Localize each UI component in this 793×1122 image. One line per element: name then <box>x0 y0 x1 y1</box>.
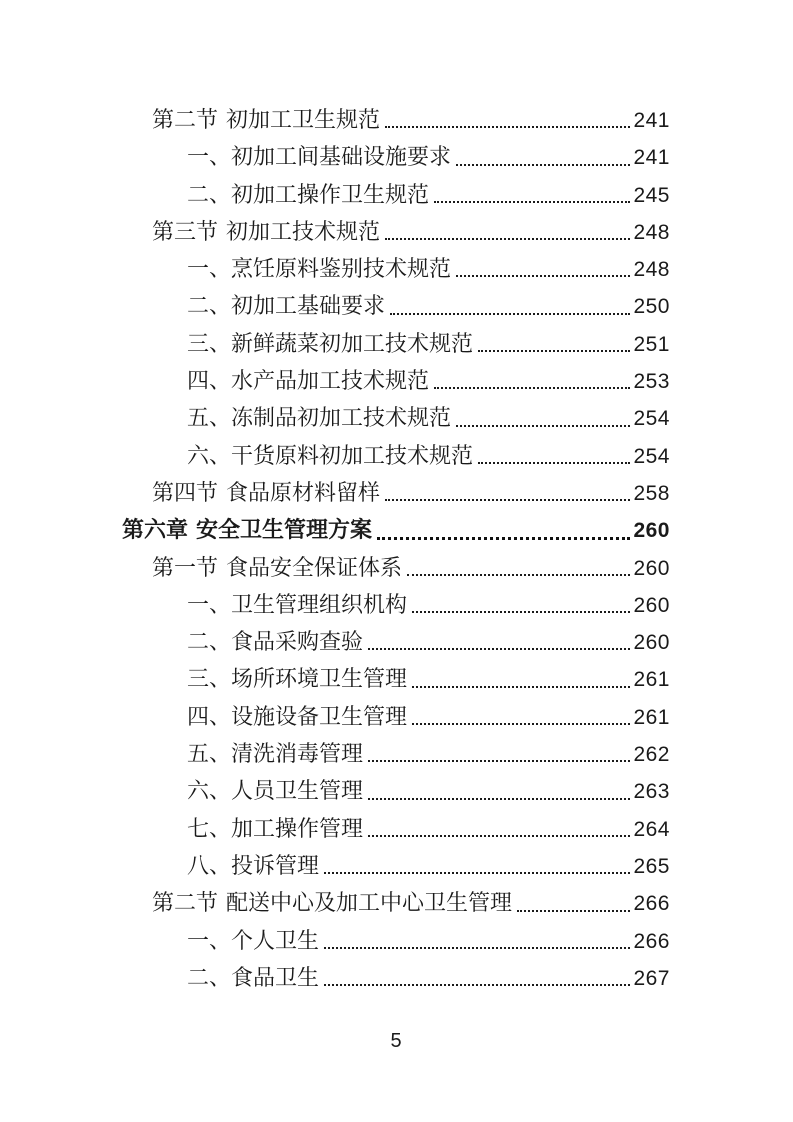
toc-entry-number: 七、 <box>187 815 232 841</box>
dot-leader <box>456 275 630 277</box>
toc-entry-number: 六、 <box>187 778 232 804</box>
dot-leader <box>407 574 630 576</box>
toc-entry-title: 设施设备卫生管理 <box>231 703 408 729</box>
toc-entry[interactable] <box>122 698 670 735</box>
dot-leader <box>385 126 630 128</box>
toc-entry[interactable] <box>122 623 670 660</box>
toc-entry[interactable] <box>122 660 670 697</box>
toc-entry-number: 五、 <box>187 741 232 767</box>
toc-entry-page: 241 <box>633 109 670 132</box>
toc-entry-number: 一、 <box>187 256 232 282</box>
toc-entry-number: 三、 <box>187 330 232 356</box>
toc-entry-title: 冻制品初加工技术规范 <box>231 405 452 431</box>
toc-entry[interactable] <box>122 847 670 884</box>
toc-entry-title: 卫生管理组织机构 <box>231 591 408 617</box>
dot-leader <box>377 537 630 540</box>
toc-entry-page: 260 <box>633 556 670 580</box>
toc-entry-number: 第二节 <box>152 107 219 132</box>
toc-entry[interactable] <box>122 511 670 548</box>
toc-entry-page: 261 <box>633 705 670 729</box>
toc-entry-title: 清洗消毒管理 <box>231 741 364 767</box>
dot-leader <box>390 313 630 315</box>
dot-leader <box>412 723 630 725</box>
toc-entry-number: 一、 <box>187 927 232 953</box>
toc-entry[interactable] <box>122 399 670 436</box>
toc-entry-title: 初加工间基础设施要求 <box>231 144 452 170</box>
toc-entry-number: 二、 <box>187 629 232 655</box>
toc-entry-title: 加工操作管理 <box>231 815 364 841</box>
toc-entry[interactable] <box>122 325 670 362</box>
page-footer <box>122 1030 670 1053</box>
toc-entry[interactable] <box>122 437 670 474</box>
toc-entry-page: 260 <box>633 631 670 655</box>
toc-entry-page: 262 <box>633 743 670 767</box>
dot-leader <box>456 425 630 427</box>
toc-entry-page: 245 <box>633 183 670 207</box>
toc-entry[interactable] <box>122 287 670 324</box>
toc-entry-page: 263 <box>633 780 670 804</box>
toc-entry-title: 食品安全保证体系 <box>226 554 403 580</box>
dot-leader <box>324 984 630 986</box>
toc-entry-page: 266 <box>633 929 670 953</box>
dot-leader <box>368 648 630 650</box>
toc-entry-number: 一、 <box>187 144 232 170</box>
toc-entry-title: 场所环境卫生管理 <box>231 666 408 692</box>
toc-entry-page: 254 <box>633 407 670 431</box>
dot-leader <box>368 760 630 762</box>
toc-entry-page: 253 <box>633 370 670 394</box>
dot-leader <box>517 910 630 912</box>
toc-entry-number: 二、 <box>187 964 232 990</box>
toc-entry-title: 安全卫生管理方案 <box>196 517 373 543</box>
toc-entry-number: 第六章 <box>122 517 189 543</box>
dot-leader <box>385 238 630 240</box>
table-of-contents <box>122 101 670 996</box>
dot-leader <box>434 387 630 389</box>
toc-entry[interactable] <box>122 101 670 138</box>
toc-entry-page: 267 <box>633 966 670 990</box>
toc-entry[interactable] <box>122 549 670 586</box>
toc-entry-title: 初加工卫生规范 <box>226 107 381 132</box>
dot-leader <box>368 798 630 800</box>
dot-leader <box>412 611 630 613</box>
toc-entry-number: 二、 <box>187 181 232 207</box>
footer-page-number: 5 <box>390 1030 402 1052</box>
toc-entry[interactable] <box>122 810 670 847</box>
dot-leader <box>412 686 630 688</box>
toc-entry-page: 258 <box>633 481 670 505</box>
toc-entry-page: 265 <box>633 854 670 878</box>
toc-entry-title: 水产品加工技术规范 <box>231 368 430 394</box>
toc-entry-title: 初加工操作卫生规范 <box>231 181 430 207</box>
dot-leader <box>478 462 630 464</box>
toc-entry[interactable] <box>122 959 670 996</box>
toc-entry-number: 第四节 <box>152 479 219 505</box>
toc-entry-page: 260 <box>633 593 670 617</box>
toc-entry-number: 第一节 <box>152 554 219 580</box>
toc-entry-title: 投诉管理 <box>231 852 320 878</box>
toc-entry[interactable] <box>122 586 670 623</box>
toc-entry-title: 食品卫生 <box>231 964 320 990</box>
toc-entry-number: 六、 <box>187 442 232 468</box>
toc-entry-title: 初加工基础要求 <box>231 293 386 319</box>
toc-entry[interactable] <box>122 138 670 175</box>
toc-entry-page: 261 <box>633 668 670 692</box>
toc-entry-page: 264 <box>633 817 670 841</box>
toc-entry-number: 第三节 <box>152 218 219 244</box>
toc-entry-page: 260 <box>633 519 670 543</box>
toc-entry-number: 第二节 <box>152 890 219 916</box>
toc-entry-title: 初加工技术规范 <box>226 218 381 244</box>
dot-leader <box>478 350 630 352</box>
toc-entry-page: 250 <box>633 295 670 319</box>
dot-leader <box>324 872 630 874</box>
toc-entry-number: 三、 <box>187 666 232 692</box>
dot-leader <box>368 835 630 837</box>
toc-entry-title: 新鲜蔬菜初加工技术规范 <box>231 330 474 356</box>
toc-entry-title: 食品采购查验 <box>231 629 364 655</box>
toc-entry[interactable] <box>122 213 670 250</box>
dot-leader <box>434 201 630 203</box>
toc-entry[interactable] <box>122 474 670 511</box>
toc-entry-title: 个人卫生 <box>231 927 320 953</box>
toc-entry-number: 五、 <box>187 405 232 431</box>
dot-leader <box>385 499 630 501</box>
toc-entry-page: 248 <box>633 220 670 244</box>
toc-entry[interactable] <box>122 884 670 921</box>
toc-entry[interactable] <box>122 772 670 809</box>
toc-entry[interactable] <box>122 922 670 959</box>
toc-entry-page: 241 <box>633 146 670 170</box>
toc-entry[interactable] <box>122 362 670 399</box>
toc-entry-number: 四、 <box>187 368 232 394</box>
toc-entry-page: 248 <box>633 258 670 282</box>
toc-entry-title: 食品原材料留样 <box>226 479 381 505</box>
dot-leader <box>324 947 630 949</box>
toc-entry-number: 八、 <box>187 852 232 878</box>
toc-entry-page: 251 <box>633 332 670 356</box>
toc-entry[interactable] <box>122 176 670 213</box>
toc-entry-number: 二、 <box>187 293 232 319</box>
toc-entry-page: 266 <box>633 892 670 916</box>
toc-entry-title: 人员卫生管理 <box>231 778 364 804</box>
toc-entry[interactable] <box>122 250 670 287</box>
toc-entry-page: 254 <box>633 444 670 468</box>
toc-entry-title: 配送中心及加工中心卫生管理 <box>226 890 513 916</box>
dot-leader <box>456 164 630 166</box>
toc-entry-number: 一、 <box>187 591 232 617</box>
toc-entry[interactable] <box>122 735 670 772</box>
toc-entry-title: 烹饪原料鉴别技术规范 <box>231 256 452 282</box>
toc-entry-number: 四、 <box>187 703 232 729</box>
toc-entry-title: 干货原料初加工技术规范 <box>231 442 474 468</box>
